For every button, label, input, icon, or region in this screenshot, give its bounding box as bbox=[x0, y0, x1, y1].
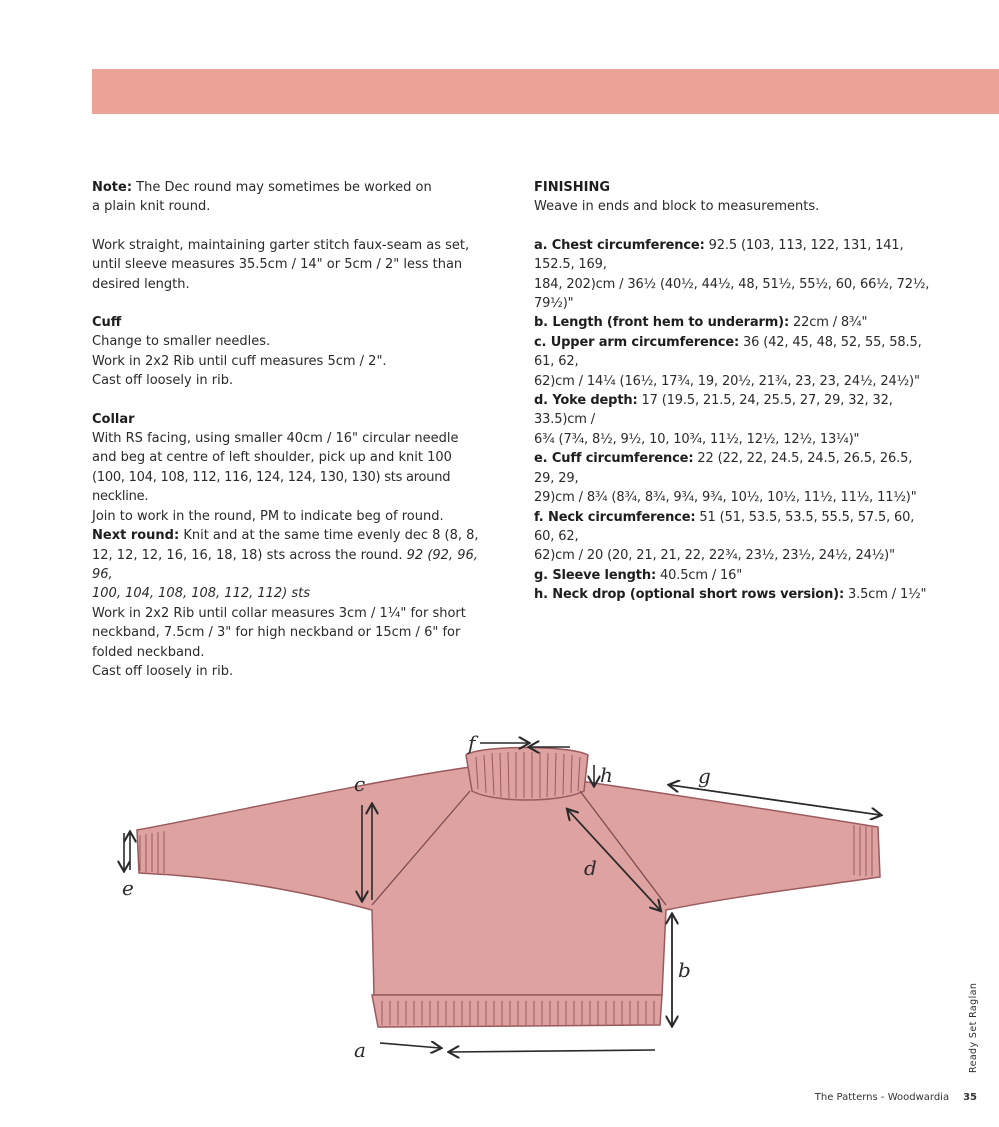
collar-heading: Collar bbox=[92, 411, 135, 427]
label-h: h bbox=[600, 763, 613, 787]
text-line: Knit and at the same time evenly dec 8 (8, 8, bbox=[179, 528, 479, 544]
measure-label-g: g. Sleeve length: bbox=[534, 567, 656, 583]
measure-label-a: a. Chest circumference: bbox=[534, 237, 705, 253]
text-line: folded neckband. bbox=[92, 644, 205, 660]
header-banner bbox=[92, 69, 999, 114]
label-a: a bbox=[354, 1038, 366, 1062]
next-round-label: Next round: bbox=[92, 528, 180, 544]
sweater-schematic bbox=[110, 705, 890, 1075]
text-line: until sleeve measures 35.5cm / 14" or 5cm / 2" less than bbox=[92, 257, 463, 273]
measure-label-b: b. Length (front hem to underarm): bbox=[534, 315, 789, 331]
text-line: desired length. bbox=[92, 276, 190, 292]
work-straight-paragraph bbox=[92, 236, 492, 294]
measure-value: 17 (19.5, 21.5, 24, 25.5, 27, 29, 32, 32, 33.5)cm / bbox=[534, 393, 893, 428]
text-line: neckband, 7.5cm / 3" for high neckband or 15cm / 6" for bbox=[92, 625, 461, 641]
page-number: 35 bbox=[963, 1092, 977, 1103]
measure-value: 6¾ (7¾, 8½, 9½, 10, 10¾, 11½, 12½, 12½, 13¼)" bbox=[534, 431, 860, 447]
stitch-count: 100, 104, 108, 108, 112, 112) sts bbox=[92, 586, 311, 602]
note-label: Note: bbox=[92, 180, 133, 195]
right-column bbox=[534, 178, 934, 624]
measure-value: 36 (42, 45, 48, 52, 55, 58.5, 61, 62, bbox=[534, 334, 922, 370]
text-line: Join to work in the round, PM to indicate beg of round. bbox=[92, 508, 444, 524]
note-paragraph bbox=[92, 178, 492, 217]
measure-value: 51 (51, 53.5, 53.5, 55.5, 57.5, 60, 60, 62, bbox=[534, 509, 915, 544]
note-text: The Dec round may sometimes be worked on bbox=[132, 180, 432, 195]
measure-value: 184, 202)cm / 36½ (40½, 44½, 48, 51½, 55½, 60, 66½, 72½, 79½)" bbox=[534, 276, 930, 312]
text-line: Work straight, maintaining garter stitch faux-seam as set, bbox=[92, 237, 470, 253]
left-column bbox=[92, 178, 492, 700]
text-line: Cast off loosely in rib. bbox=[92, 663, 234, 679]
measure-value: 22cm / 8¾" bbox=[789, 315, 868, 331]
measure-value: 22 (22, 22, 24.5, 24.5, 26.5, 26.5, 29, 29, bbox=[534, 451, 913, 486]
label-f: f bbox=[468, 731, 476, 755]
footer-section: The Patterns - Woodwardia bbox=[814, 1092, 950, 1103]
collar-section bbox=[92, 410, 492, 682]
text-line: and beg at centre of left shoulder, pick up and knit 100 bbox=[92, 450, 452, 466]
text-line: (100, 104, 108, 112, 116, 124, 124, 130, 130) sts around neckline. bbox=[92, 469, 451, 505]
page-footer bbox=[815, 1092, 977, 1103]
measure-value: 62)cm / 14¼ (16½, 17¾, 19, 20½, 21¾, 23, 23, 24½, 24½)" bbox=[534, 373, 920, 389]
label-d: d bbox=[584, 856, 597, 880]
measure-label-e: e. Cuff circumference: bbox=[534, 451, 694, 467]
measure-value: 92.5 (103, 113, 122, 131, 141, 152.5, 169, bbox=[534, 237, 904, 273]
text-line: Work in 2x2 Rib until collar measures 3cm / 1¼" for short bbox=[92, 605, 466, 621]
measure-label-c: c. Upper arm circumference: bbox=[534, 334, 740, 350]
label-c: c bbox=[354, 772, 366, 796]
text-line: Work in 2x2 Rib until cuff measures 5cm / 2". bbox=[92, 353, 387, 369]
measure-label-f: f. Neck circumference: bbox=[534, 509, 696, 525]
measure-label-h: h. Neck drop (optional short rows version): bbox=[534, 587, 845, 603]
measure-value: 40.5cm / 16" bbox=[656, 567, 743, 583]
text-line: 12, 12, 12, 16, 16, 18, 18) sts across the round. bbox=[92, 547, 407, 563]
measurements-list bbox=[534, 236, 934, 605]
text-line: Change to smaller needles. bbox=[92, 334, 271, 350]
measure-value: 29)cm / 8¾ (8¾, 8¾, 9¾, 9¾, 10½, 10½, 11½, 11½, 11½)" bbox=[534, 490, 917, 506]
text-line: With RS facing, using smaller 40cm / 16" circular needle bbox=[92, 431, 459, 447]
cuff-heading: Cuff bbox=[92, 315, 122, 331]
finishing-section bbox=[534, 178, 934, 217]
finishing-heading: FINISHING bbox=[534, 180, 611, 195]
note-text-2: a plain knit round. bbox=[92, 199, 211, 215]
stitch-count: 92 (92, 96, 96, bbox=[92, 547, 478, 582]
measure-label-d: d. Yoke depth: bbox=[534, 393, 638, 409]
label-g: g bbox=[698, 764, 711, 788]
measure-value: 3.5cm / 1½" bbox=[844, 587, 927, 603]
label-e: e bbox=[122, 876, 134, 900]
text-line: Cast off loosely in rib. bbox=[92, 373, 234, 389]
measure-value: 62)cm / 20 (20, 21, 21, 22, 22¾, 23½, 23½, 24½, 24½)" bbox=[534, 548, 895, 564]
cuff-section bbox=[92, 313, 492, 391]
label-b: b bbox=[678, 958, 691, 982]
finishing-intro: Weave in ends and block to measurements. bbox=[534, 199, 820, 215]
book-title-vertical: Ready Set Raglan bbox=[968, 982, 979, 1073]
